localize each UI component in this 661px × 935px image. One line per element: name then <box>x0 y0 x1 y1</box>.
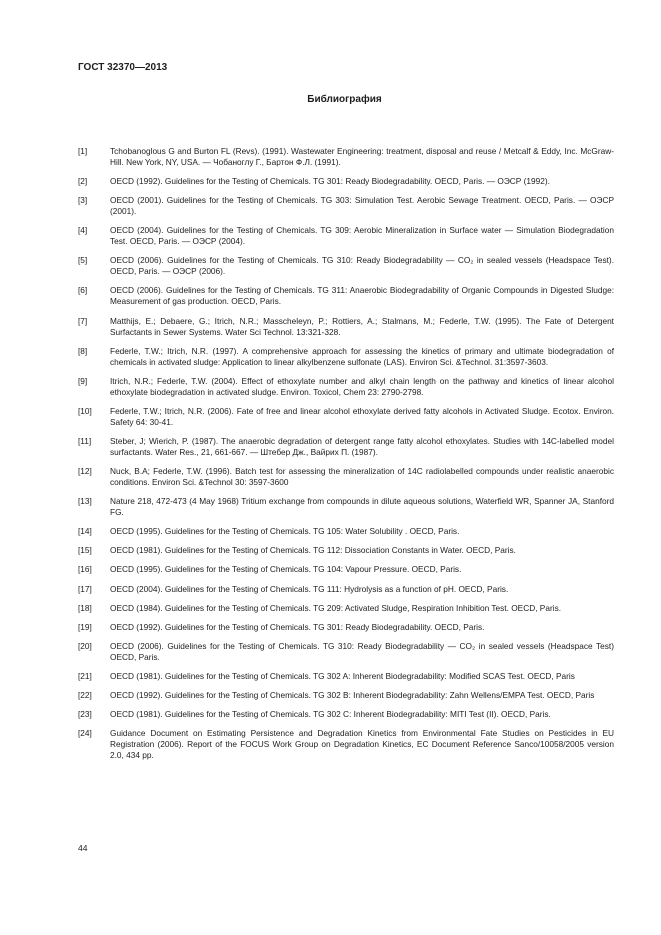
entry-number: [18] <box>78 602 92 613</box>
entry-number: [8] <box>78 345 88 356</box>
entry-text: OECD (1995). Guidelines for the Testing of Chemicals. TG 105: Water Solubility . OECD, Paris. <box>110 526 460 537</box>
bibliography-entry <box>78 146 614 168</box>
bibliography-entry <box>78 285 614 307</box>
entry-text: Steber, J; Wierich, P. (1987). The anaerobic degradation of detergent range fatty alcohol ethoxylates. Studies with 14C-labelled model surfactants. Water Res., 21, 661-667. — Штебер Дж., Вайрих П. (1987). <box>110 435 614 457</box>
entry-text: Federle, T.W.; Itrich, N.R. (1997). A comprehensive approach for assessing the kinetics of primary and ultimate biodegradation of chemicals in activated sludge: Application to linear alkylbenzene sulfonate (LAS). Environ Sci. &Technol. 31:3597-3603. <box>110 345 614 367</box>
bibliography-entry <box>78 316 614 338</box>
entry-number: [21] <box>78 670 92 681</box>
bibliography-entry <box>78 376 614 398</box>
document-header: ГОСТ 32370—2013 <box>78 62 168 73</box>
entry-number: [13] <box>78 496 92 507</box>
entry-number: [2] <box>78 176 88 187</box>
entry-text: OECD (2006). Guidelines for the Testing of Chemicals. TG 310: Ready Biodegradability — CO₂ in sealed vessels (Headspace Test) OECD, Paris. <box>110 640 614 662</box>
bibliography-entry <box>78 545 614 556</box>
entry-number: [9] <box>78 375 88 386</box>
entry-text: OECD (1992). Guidelines for the Testing of Chemicals. TG 301: Ready Biodegradability. OECD, Paris. <box>110 621 485 632</box>
entry-text: OECD (1981). Guidelines for the Testing of Chemicals. TG 112: Dissociation Constants in Water. OECD, Paris. <box>110 545 516 556</box>
bibliography-list <box>78 146 614 769</box>
entry-number: [6] <box>78 285 88 296</box>
bibliography-entry <box>78 225 614 247</box>
page-title: Библиография <box>307 94 382 105</box>
entry-text: OECD (1984). Guidelines for the Testing of Chemicals. TG 209: Activated Sludge, Respiration Inhibition Test. OECD, Paris. <box>110 602 562 613</box>
entry-number: [23] <box>78 709 92 720</box>
bibliography-entry <box>78 466 614 488</box>
entry-number: [16] <box>78 564 92 575</box>
bibliography-entry <box>78 176 614 187</box>
entry-number: [10] <box>78 405 92 416</box>
bibliography-entry <box>78 603 614 614</box>
bibliography-entry <box>78 709 614 720</box>
entry-number: [19] <box>78 621 92 632</box>
entry-number: [11] <box>78 435 92 446</box>
entry-number: [22] <box>78 689 92 700</box>
bibliography-entry <box>78 584 614 595</box>
entry-number: [1] <box>78 146 88 156</box>
entry-text: OECD (2004). Guidelines for the Testing of Chemicals. TG 111: Hydrolysis as a function of pH. OECD, Paris. <box>110 583 509 594</box>
bibliography-entry <box>78 622 614 633</box>
entry-text: Itrich, N.R.; Federle, T.W. (2004). Effect of ethoxylate number and alkyl chain length on the pathway and kinetics of linear alcohol ethoxylate biodegradation in activated sludge. Environ. Toxicol, Chem 23: 2790-2798. <box>110 375 614 397</box>
entry-text: OECD (2006). Guidelines for the Testing of Chemicals. TG 310: Ready Biodegradability — CO₂ in sealed vessels (Headspace Test). OECD, Paris. — ОЭСР (2006). <box>110 255 614 277</box>
bibliography-entry <box>78 526 614 537</box>
page-number: 44 <box>78 843 88 853</box>
entry-number: [15] <box>78 545 92 556</box>
entry-number: [4] <box>78 225 88 236</box>
bibliography-entry <box>78 690 614 701</box>
entry-text: OECD (1981). Guidelines for the Testing of Chemicals. TG 302 C: Inherent Biodegradability: MITI Test (II). OECD, Paris. <box>110 709 551 720</box>
entry-text: OECD (1981). Guidelines for the Testing of Chemicals. TG 302 A: Inherent Biodegradability: Modified SCAS Test. OECD, Paris <box>110 670 575 681</box>
entry-text: OECD (1992). Guidelines for the Testing of Chemicals. TG 301: Ready Biodegradability. OECD, Paris. — ОЭСР (1992). <box>110 176 550 187</box>
bibliography-entry <box>78 346 614 368</box>
entry-text: Nuck, B.A; Federle, T.W. (1996). Batch test for assessing the mineralization of 14C radiolabelled compounds under realistic anaerobic conditions. Environ Sci. &Technol 30: 3597-3600 <box>110 466 614 488</box>
bibliography-entry <box>78 195 614 217</box>
entry-text: OECD (1992). Guidelines for the Testing of Chemicals. TG 302 B: Inherent Biodegradability: Zahn Wellens/EMPA Test. OECD, Paris <box>110 689 595 700</box>
entry-number: [12] <box>78 466 92 477</box>
entry-text: OECD (2001). Guidelines for the Testing of Chemicals. TG 303: Simulation Test. Aerobic Sewage Treatment. OECD, Paris. — ОЭСР (2001). <box>110 195 614 217</box>
entry-text: Nature 218, 472-473 (4 May 1968) Tritium exchange from compounds in dilute aqueous solutions, Waterfield WR, Spanner JA, Stanford FG. <box>110 496 614 518</box>
entry-text: Guidance Document on Estimating Persistence and Degradation Kinetics from Environmental Fate Studies on Pesticides in EU Registration (2006). Report of the FOCUS Work Group on Degradation Kinetics, EC Document Reference Sanco/10058/2005 version 2.0, 434 pp. <box>110 728 614 761</box>
entry-text: OECD (1995). Guidelines for the Testing of Chemicals. TG 104: Vapour Pressure. OECD, Paris. <box>110 564 462 575</box>
entry-text: Federle, T.W.; Itrich, N.R. (2006). Fate of free and linear alcohol ethoxylate derived fatty alcohols in Activated Sludge. Ecotox. Environ. Safety 64: 30-41. <box>110 405 614 427</box>
entry-text: Tchobanoglous G and Burton FL (Revs). (1991). Wastewater Engineering: treatment, disposal and reuse / Metcalf & Eddy, Inc. McGraw-Hill. New York, NY, USA. — Чобаноглу Г., Бартон Ф.Л. (1991). <box>110 146 614 167</box>
entry-number: [20] <box>78 640 92 651</box>
bibliography-entry <box>78 255 614 277</box>
bibliography-entry <box>78 436 614 458</box>
bibliography-entry <box>78 728 614 761</box>
entry-number: [14] <box>78 526 92 537</box>
bibliography-entry <box>78 564 614 575</box>
entry-number: [17] <box>78 583 92 594</box>
entry-number: [3] <box>78 195 88 206</box>
entry-number: [24] <box>78 728 92 739</box>
entry-text: OECD (2004). Guidelines for the Testing of Chemicals. TG 309: Aerobic Mineralization in Surface water — Simulation Biodegradation Test. OECD, Paris. — ОЭСР (2004). <box>110 225 614 247</box>
bibliography-entry <box>78 406 614 428</box>
entry-number: [5] <box>78 255 88 266</box>
bibliography-entry <box>78 496 614 518</box>
entry-text: Matthijs, E.; Debaere, G.; Itrich, N.R.; Masscheleyn, P.; Rottiers, A.; Stalmans, M.; Federle, T.W. (1995). The Fate of Detergent Surfactants in Sewer Systems. Water Sci Technol. 13:321-328. <box>110 315 614 337</box>
bibliography-entry <box>78 641 614 663</box>
entry-text: OECD (2006). Guidelines for the Testing of Chemicals. TG 311: Anaerobic Biodegradability of Organic Compounds in Digested Sludge: Measurement of gas production. OECD, Paris. <box>110 285 614 307</box>
bibliography-entry <box>78 671 614 682</box>
entry-number: [7] <box>78 315 88 326</box>
